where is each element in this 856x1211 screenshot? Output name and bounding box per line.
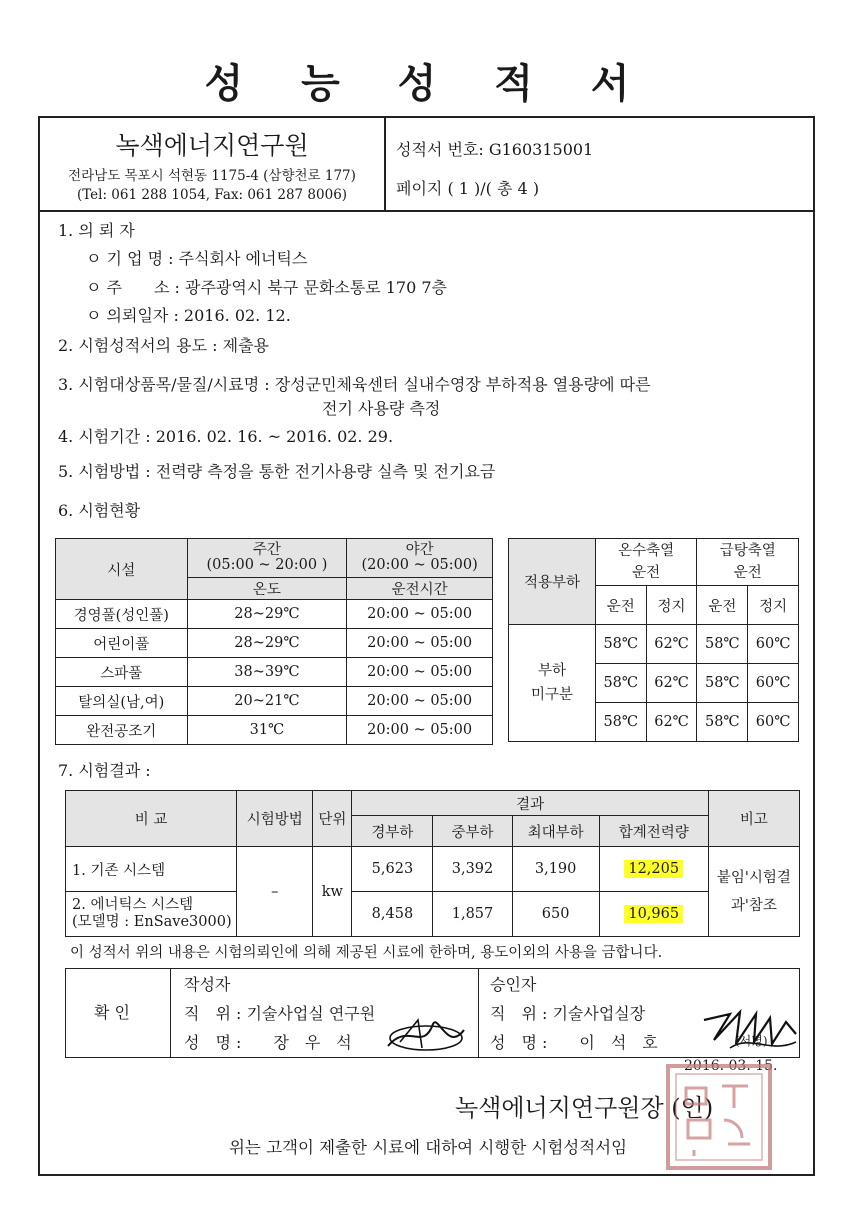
author-name: 성 명 : 장 우 석 [184,1033,352,1052]
header-hot-water-op: 운전 [632,565,661,581]
section-3-subject-cont: 전기 사용량 측정 [322,399,441,418]
test-method: – [237,847,313,937]
header-night-time: (20:00 ~ 05:00) [361,557,478,573]
max-load-value: 650 [512,892,599,937]
table-row [66,847,800,892]
temp-cell: 62℃ [646,625,697,664]
facility-time: 20:00 ~ 05:00 [347,629,493,658]
confirm-label: 확 인 [94,1003,130,1022]
header-result: 결과 [352,791,708,816]
temp-cell: 60℃ [748,664,799,703]
header-divider [384,116,386,212]
approver-position: 직 위 : 기술사업실장 [490,1004,646,1023]
highlighted-total: 10,965 [624,905,683,923]
load-category [509,625,596,742]
header-applied-load: 적용부하 [509,539,596,625]
header-supply-label: 급탕축열 [719,543,776,559]
header-total-power: 합계전력량 [599,816,708,847]
header-night-label: 야간 [405,542,434,558]
facility-time: 20:00 ~ 05:00 [347,716,493,745]
director-name: 녹색에너지연구원장 (인) [455,1094,714,1122]
section-2-purpose: 2. 시험성적서의 용도 : 제출용 [58,336,270,355]
table-row [66,892,800,937]
approver-seal-mark: (서명) [735,1034,768,1048]
request-date: ㅇ 의뢰일자 : 2016. 02. 12. [86,306,291,325]
header-method: 시험방법 [237,791,313,847]
header-facility: 시설 [56,539,188,600]
temp-cell: 58℃ [697,625,748,664]
section-4-period: 4. 시험기간 : 2016. 02. 16. ~ 2016. 02. 29. [58,427,394,446]
mid-load-value: 1,857 [433,892,512,937]
header-mid-load: 중부하 [433,816,512,847]
client-address: ㅇ 주 소 : 광주광역시 북구 문화소통로 170 7층 [86,278,448,297]
author-position: 직 위 : 기술사업실 연구원 [184,1004,376,1023]
author-title: 작성자 [184,975,231,994]
load-category-line2: 미구분 [530,687,573,703]
header-stop: 정지 [646,586,697,625]
facility-temp: 38~39℃ [187,658,347,687]
author-signature [378,1012,470,1056]
header-max-load: 최대부하 [512,816,599,847]
temp-cell: 58℃ [595,703,646,742]
table-row [56,716,493,745]
load-table [508,538,799,742]
header-hot-water [595,539,697,586]
institute-name: 녹색에너지연구원 [115,131,309,160]
unit: kw [313,847,352,937]
facility-name: 탈의실(남,여) [56,687,188,716]
header-runtime: 운전시간 [347,578,493,600]
header-hot-water-label: 온수축열 [618,543,675,559]
system-name: 1. 기존 시스템 [66,847,237,892]
header-run: 운전 [697,586,748,625]
client-company: ㅇ 기 업 명 : 주식회사 에너틱스 [86,249,308,268]
header-divider [38,210,815,212]
facility-name: 완전공조기 [56,716,188,745]
facility-time: 20:00 ~ 05:00 [347,600,493,629]
facility-temp: 28~29℃ [187,629,347,658]
header-note: 비고 [708,791,799,847]
confirmation-divider [478,968,479,1058]
temp-cell: 58℃ [595,664,646,703]
table-row [56,658,493,687]
system-name-line1: 2. 에너틱스 시스템 [72,897,194,913]
temp-cell: 58℃ [595,625,646,664]
approver-title: 승인자 [490,975,537,994]
total-power-value [599,892,708,937]
disclaimer: 이 성적서 위의 내용은 시험의뢰인에 의해 제공된 시료에 한하며, 용도이외의 사용을 금합니다. [70,945,663,961]
institute-address: 전라남도 목포시 석현동 1175-4 (삼향천로 177) [68,168,356,184]
header-unit: 단위 [313,791,352,847]
header-supply [697,539,799,586]
facility-temp: 28~29℃ [187,600,347,629]
section-6-heading: 6. 시험현황 [58,501,141,520]
page-number: 페이지 ( 1 )/( 총 4 ) [396,179,540,198]
facility-time: 20:00 ~ 05:00 [347,658,493,687]
total-power-value [599,847,708,892]
temp-cell: 60℃ [748,703,799,742]
system-model: (모델명 : EnSave3000) [72,914,232,930]
section-7-heading: 7. 시험결과 : [58,761,151,780]
facility-temp: 31℃ [187,716,347,745]
section-3-subject: 3. 시험대상품목/물질/시료명 : 장성군민체육센터 실내수영장 부하적용 열용량에 따른 [58,375,651,394]
table-row [56,600,493,629]
facility-temp: 20~21℃ [187,687,347,716]
load-category-line1: 부하 [537,663,566,679]
temp-cell: 60℃ [748,625,799,664]
table-row [509,625,799,664]
section-1-heading: 1. 의 뢰 자 [58,221,135,240]
header-light-load: 경부하 [352,816,433,847]
temp-cell: 62℃ [646,664,697,703]
system-name [66,892,237,937]
header-day-time: (05:00 ~ 20:00 ) [206,557,328,573]
issue-date: 2016. 03. 15. [684,1058,778,1074]
section-5-method: 5. 시험방법 : 전력량 측정을 통한 전기사용량 실측 및 전기요금 [58,462,496,481]
header-run: 운전 [595,586,646,625]
institute-contact: (Tel: 061 288 1054, Fax: 061 287 8006) [76,187,348,203]
facility-name: 스파풀 [56,658,188,687]
light-load-value: 5,623 [352,847,433,892]
light-load-value: 8,458 [352,892,433,937]
temp-cell: 58℃ [697,703,748,742]
mid-load-value: 3,392 [433,847,512,892]
confirmation-divider [170,968,171,1058]
facility-name: 경영풀(성인풀) [56,600,188,629]
header-day [187,539,347,578]
header-day-label: 주간 [252,542,281,558]
table-row [56,687,493,716]
document-title: 성 능 성 적 서 [204,60,652,107]
facility-name: 어린이풀 [56,629,188,658]
note-reference: 붙임'시험결과'참조 [708,847,799,937]
header-night [347,539,493,578]
facility-table [55,538,493,745]
certificate-number: 성적서 번호: G160315001 [396,140,594,159]
table-row [56,629,493,658]
temp-cell: 62℃ [646,703,697,742]
temp-cell: 58℃ [697,664,748,703]
header-stop: 정지 [748,586,799,625]
footer-note: 위는 고객이 제출한 시료에 대하여 시행한 시험성적서임 [228,1138,628,1157]
header-supply-op: 운전 [733,565,762,581]
header-compare: 비 교 [66,791,237,847]
result-table [65,790,800,937]
header-temperature: 온도 [187,578,347,600]
facility-time: 20:00 ~ 05:00 [347,687,493,716]
highlighted-total: 12,205 [624,860,683,878]
approver-name: 성 명 : 이 석 호 [490,1033,658,1052]
max-load-value: 3,190 [512,847,599,892]
